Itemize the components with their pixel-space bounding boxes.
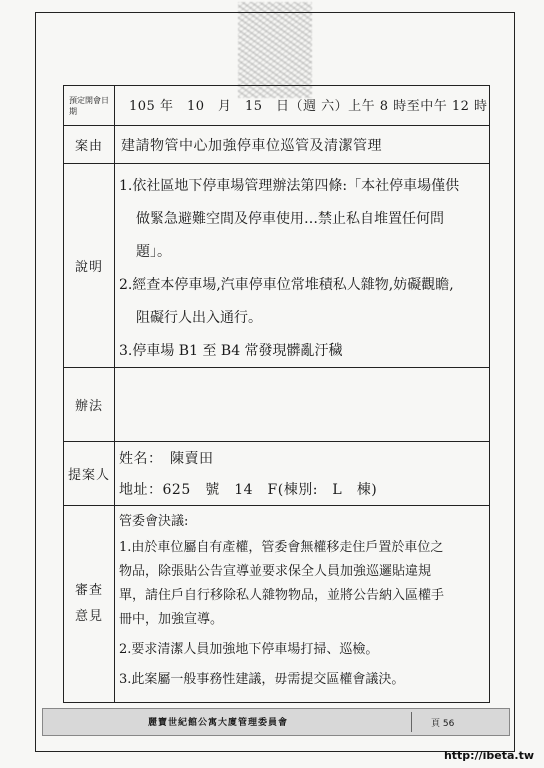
meeting-date-label [64, 86, 115, 125]
description-label: 說明 [64, 164, 115, 367]
case-row [64, 126, 489, 164]
review-line: 管委會決議: [119, 514, 189, 529]
footer-page-number: 頁 56 [431, 719, 455, 729]
review-label [64, 506, 115, 702]
case-label: 案由 [64, 126, 115, 163]
meeting-date-value: 105 年 10 月 15 日（週 六）上午 8 時至中午 12 時 [129, 99, 488, 114]
description-row [64, 164, 489, 368]
footer-organization: 麗寶世紀館公寓大廈管理委員會 [147, 718, 288, 728]
description-cell [115, 164, 489, 367]
meeting-date-label-text: 預定開會日期 [69, 95, 109, 116]
page-footer [42, 708, 510, 736]
proposer-name: 姓名： 陳賣田 [119, 451, 214, 467]
description-line: 1.依社區地下停車場管理辦法第四條:「本社停車場僅供 [119, 178, 460, 194]
footer-divider [411, 712, 412, 732]
proposal-table [63, 85, 490, 703]
description-line: 2.經查本停車場,汽車停車位常堆積私人雜物,妨礙觀瞻, [119, 277, 454, 293]
meeting-date-row [64, 86, 489, 126]
description-line: 阻礙行人出入通行。 [136, 310, 262, 326]
review-line: 單，請住戶自行移除私人雜物物品，並將公告納入區權手 [119, 588, 445, 603]
method-label: 辦法 [64, 368, 115, 441]
description-line: 做緊急避難空間及停車使用…禁止私自堆置任何問 [136, 211, 444, 227]
review-line: 3.此案屬一般事務性建議，毋需提交區權會議決。 [119, 672, 405, 687]
proposer-row [64, 442, 489, 506]
proposer-cell [115, 442, 489, 505]
review-text [119, 512, 483, 692]
method-row [64, 368, 489, 442]
description-line: 題」。 [136, 244, 171, 260]
review-line: 冊中，加強宣導。 [119, 612, 224, 627]
case-cell [115, 126, 489, 163]
review-line: 2.要求清潔人員加強地下停車場打掃、巡檢。 [119, 642, 379, 657]
review-line: 物品，除張貼公告宣導並要求保全人員加強巡邏貼違規 [119, 564, 432, 579]
description-line: 3.停車場 B1 至 B4 常發現髒亂汙穢 [119, 343, 343, 359]
watermark: http://ibeta.tw [443, 749, 534, 762]
review-cell [115, 506, 489, 702]
case-subject: 建請物管中心加強停車位巡管及清潔管理 [121, 138, 382, 154]
meeting-date-cell [115, 86, 489, 125]
method-cell [115, 368, 489, 441]
proposer-address: 地址：625 號 14 F(棟別: L 棟) [119, 482, 378, 498]
proposer-label: 提案人 [64, 442, 115, 505]
description-text [119, 170, 481, 368]
review-line: 1.由於車位屬自有產權，管委會無權移走住戶置於車位之 [119, 540, 444, 555]
review-row [64, 506, 489, 702]
review-label-text: 審查意見 [74, 583, 103, 624]
